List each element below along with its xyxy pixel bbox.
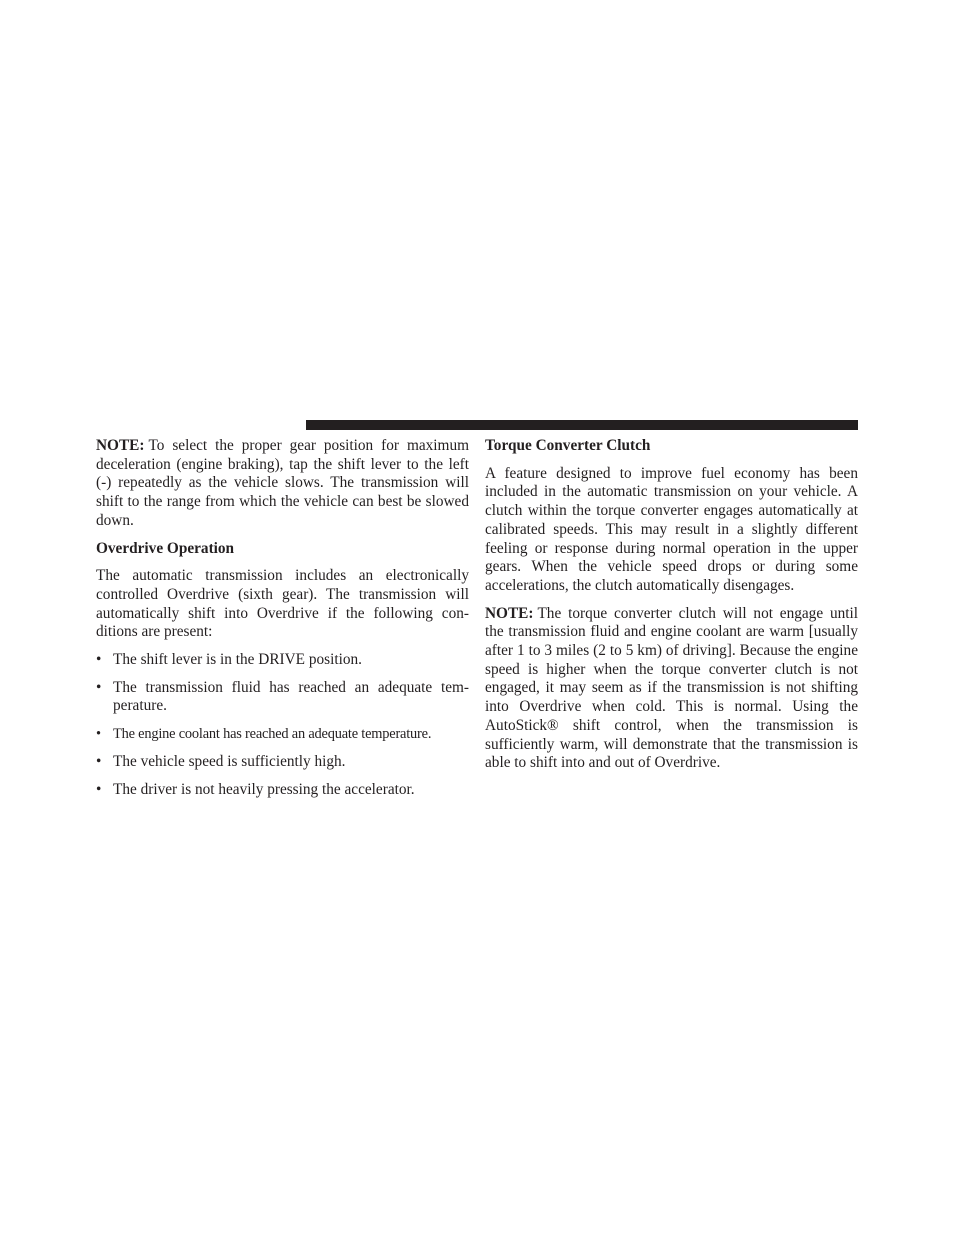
left-column bbox=[96, 437, 469, 808]
note-paragraph-gear-selection bbox=[96, 437, 469, 531]
bullet-icon: • bbox=[96, 752, 102, 770]
overdrive-conditions-list bbox=[96, 651, 469, 799]
overdrive-heading: Overdrive Operation bbox=[96, 539, 235, 557]
section-header-bar bbox=[306, 420, 858, 430]
note-label: NOTE: bbox=[96, 437, 145, 454]
list-item-text: The vehicle speed is sufficiently high. bbox=[113, 752, 346, 770]
list-item bbox=[96, 781, 469, 800]
list-item-text: The transmission fluid has reached an adequate temperature. bbox=[113, 678, 469, 715]
list-item bbox=[96, 725, 469, 744]
note-label: NOTE: bbox=[485, 604, 534, 622]
overdrive-paragraph: The automatic transmission includes an electronically controlled Overdrive (sixth gear). The transmission will automatically shift into Overdrive if the following conditions are present: bbox=[96, 567, 469, 641]
list-item bbox=[96, 753, 469, 772]
bullet-icon: • bbox=[96, 678, 102, 696]
torque-converter-paragraph: A feature designed to improve fuel economy has been included in the automatic transmission on your vehicle. A clutch within the torque converter engages automatically at calibrated speeds. This may result in a slightly different feeling or response during normal operation in the upper gears. When the vehicle speed drops or during some accelerations, the clutch automatically disengages. bbox=[485, 464, 858, 594]
torque-converter-heading: Torque Converter Clutch bbox=[485, 437, 651, 454]
right-column bbox=[485, 437, 858, 782]
list-item-text: The shift lever is in the DRIVE position. bbox=[113, 651, 362, 669]
note-paragraph-torque-converter bbox=[485, 605, 858, 773]
list-item-text: The driver is not heavily pressing the accelerator. bbox=[113, 780, 415, 798]
list-item bbox=[96, 651, 469, 670]
note-text: To select the proper gear position for maximum deceleration (engine braking), tap the shift lever to the left (-) repeatedly as the vehicle slows. The transmission will shift to the range from which the vehicle can best be slowed down. bbox=[96, 437, 469, 529]
note-text: The torque converter clutch will not engage until the transmission fluid and engine coolant are warm [usually after 1 to 3 miles (2 to 5 km) of driving]. Because the engine speed is higher when the torque converter clutch is not engaged, it may seem as if the transmission is not shifting into Overdrive when cold. This is normal. Using the AutoStick® shift control, when the transmission is sufficiently warm, will demonstrate that the transmission is able to shift into and out of Overdrive. bbox=[485, 604, 858, 772]
bullet-icon: • bbox=[96, 726, 101, 743]
list-item bbox=[96, 679, 469, 716]
bullet-icon: • bbox=[96, 651, 102, 669]
bullet-icon: • bbox=[96, 780, 102, 798]
list-item-text: The engine coolant has reached an adequate temperature. bbox=[113, 726, 432, 743]
